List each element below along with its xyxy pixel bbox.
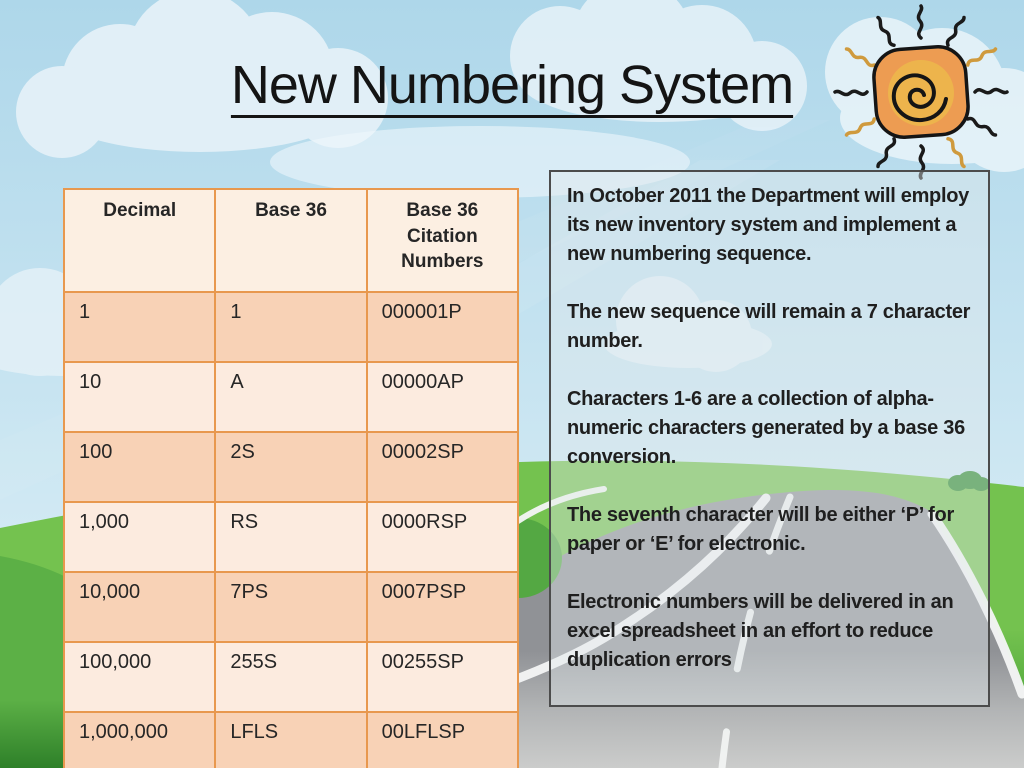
table-header-cell: Decimal — [64, 189, 215, 292]
table-cell: A — [215, 362, 366, 432]
table-row — [64, 362, 518, 432]
table-row — [64, 292, 518, 362]
info-paragraph: The new sequence will remain a 7 character number. — [567, 301, 971, 352]
info-box — [549, 170, 990, 707]
table-cell: 10,000 — [64, 572, 215, 642]
table-header-cell: Base 36 — [215, 189, 366, 292]
table-cell: 00002SP — [367, 432, 518, 502]
table-row — [64, 432, 518, 502]
table-cell: 1,000,000 — [64, 712, 215, 768]
table-cell: 1 — [64, 292, 215, 362]
info-paragraph: In October 2011 the Department will employ its new inventory system and implement a new numbering sequence. — [567, 185, 969, 265]
info-paragraph: Electronic numbers will be delivered in an excel spreadsheet in an effort to reduce duplication errors — [567, 591, 954, 671]
table-cell: 100,000 — [64, 642, 215, 712]
info-paragraph: The seventh character will be either ‘P’ for paper or ‘E’ for electronic. — [567, 504, 954, 555]
table-row — [64, 502, 518, 572]
info-paragraph: Characters 1-6 are a collection of alpha-numeric characters generated by a base 36 conversion. — [567, 388, 965, 468]
table-header-cell: Base 36 Citation Numbers — [367, 189, 518, 292]
table-cell: 7PS — [215, 572, 366, 642]
table-cell: 1,000 — [64, 502, 215, 572]
table-cell: 00255SP — [367, 642, 518, 712]
base36-table — [63, 188, 519, 768]
table-cell: 10 — [64, 362, 215, 432]
table-cell: 00000AP — [367, 362, 518, 432]
table-cell: 100 — [64, 432, 215, 502]
table-cell: RS — [215, 502, 366, 572]
table-cell: LFLS — [215, 712, 366, 768]
table-cell: 255S — [215, 642, 366, 712]
table-row — [64, 642, 518, 712]
table-cell: 0007PSP — [367, 572, 518, 642]
table-row — [64, 572, 518, 642]
table-cell: 00LFLSP — [367, 712, 518, 768]
slide-title-text: New Numbering System — [230, 55, 794, 115]
table-cell: 2S — [215, 432, 366, 502]
table-header-row — [64, 189, 518, 292]
table-cell: 0000RSP — [367, 502, 518, 572]
table-cell: 000001P — [367, 292, 518, 362]
table-row — [64, 712, 518, 768]
slide-title — [0, 54, 1024, 116]
table-cell: 1 — [215, 292, 366, 362]
